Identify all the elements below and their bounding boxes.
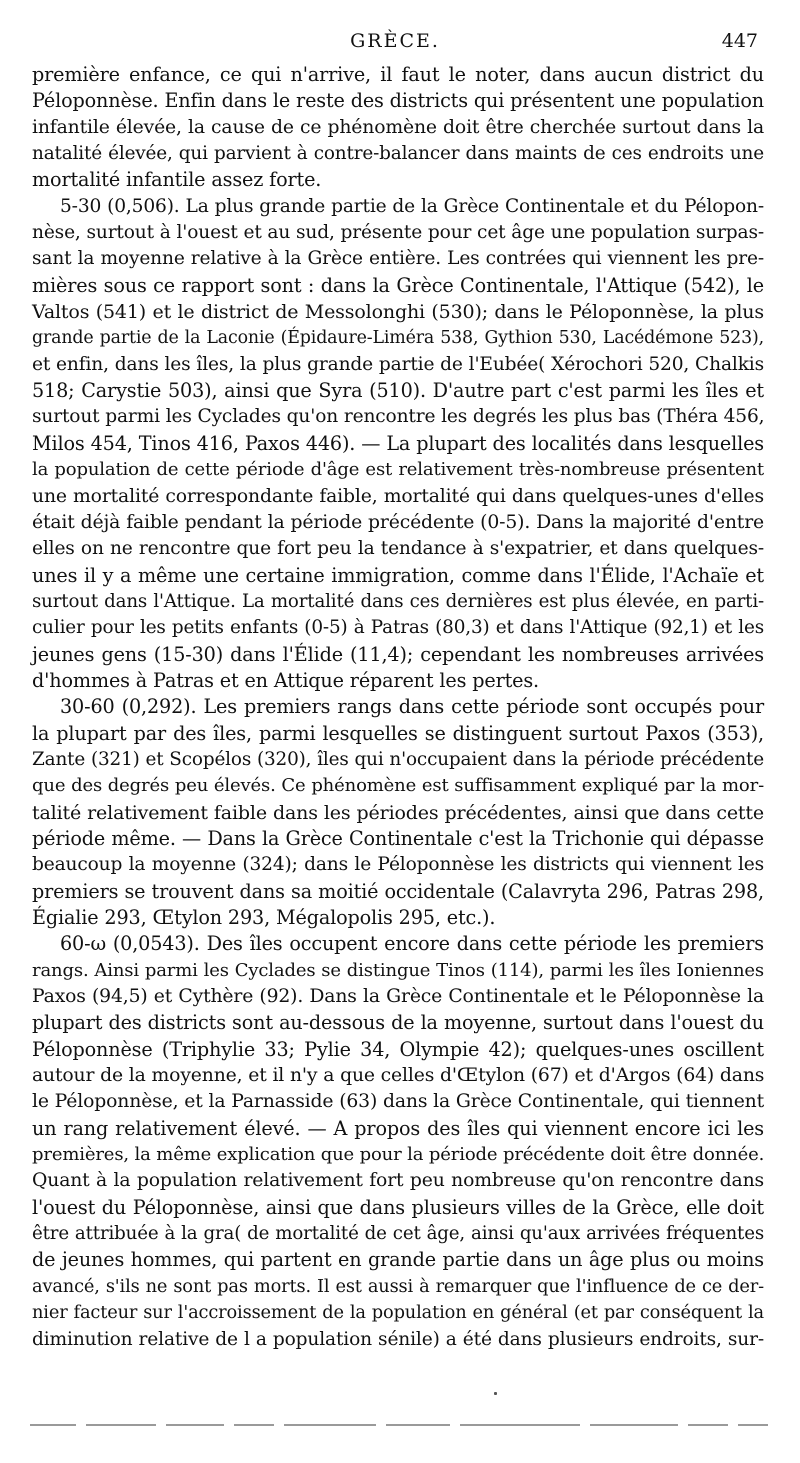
- text-line: Égialie 293, Œtylon 293, Mégalopolis 295, etc.).: [32, 906, 496, 929]
- text-line: première enfance, ce qui n'arrive, il faut le noter, dans aucun district du: [32, 63, 764, 86]
- text-line: nier facteur sur l'accroissement de la population en général (et par conséquent la: [32, 1302, 764, 1324]
- text-line: 518; Carystie 503), ainsi que Syra (510). D'autre part c'est parmi les îles et: [32, 379, 764, 403]
- text-line: Paxos (94,5) et Cythère (92). Dans la Grèce Continentale et le Péloponnèse la: [32, 986, 764, 1008]
- text-line: un rang relativement élevé. — A propos des îles qui viennent encore ici les: [32, 1116, 764, 1140]
- text-line: Valtos (541) et le district de Messolonghi (530); dans le Péloponnèse, la plus: [32, 301, 764, 324]
- text-line: infantile élevée, la cause de ce phénomène doit être cherchée surtout dans la: [32, 116, 764, 138]
- paragraph-start-line: 5-30 (0,506). La plus grande partie de la Grèce Continentale et du Pélopon-: [60, 195, 764, 217]
- text-line: natalité élevée, qui parvient à contre-balancer dans maints de ces endroits une: [32, 143, 764, 165]
- text-line: premières, la même explication que pour la période précédente doit être donnée.: [32, 1144, 765, 1166]
- text-line: autour de la moyenne, et il n'y a que celles d'Œtylon (67) et d'Argos (64) dans: [32, 1065, 765, 1087]
- text-line: talité relativement faible dans les périodes précédentes, ainsi que dans cette: [32, 801, 764, 824]
- text-line: d'hommes à Patras et en Attique réparent les pertes.: [32, 668, 540, 692]
- body-text: [32, 62, 764, 1353]
- text-line: unes il y a même une certaine immigration, comme dans l'Élide, l'Achaïe et: [32, 563, 764, 587]
- running-head: GRÈCE.: [350, 30, 440, 52]
- text-line: de jeunes hommes, qui partent en grande partie dans un âge plus ou moins: [32, 1248, 764, 1272]
- text-line: Zante (321) et Scopélos (320), îles qui n'occupaient dans la période précédente: [32, 748, 764, 770]
- text-line: Quant à la population relativement fort peu nombreuse qu'on rencontre dans: [32, 1170, 764, 1192]
- text-line: Milos 454, Tinos 416, Paxos 446). — La plupart des localités dans lesquelles: [32, 431, 764, 455]
- text-line: culier pour les petits enfants (0-5) à Patras (80,3) et dans l'Attique (92,1) et les: [32, 617, 764, 639]
- text-line: diminution relative de l a population sénile) a été dans plusieurs endroits, sur-: [32, 1328, 764, 1350]
- ink-speck: [494, 1392, 497, 1395]
- text-line: Péloponnèse (Triphylie 33; Pylie 34, Olympie 42); quelques-unes oscillent: [32, 1037, 764, 1061]
- text-line: l'ouest du Péloponnèse, ainsi que dans plusieurs villes de la Grèce, elle doit: [32, 1195, 764, 1219]
- text-line: plupart des districts sont au-dessous de la moyenne, surtout dans l'ouest du: [32, 1011, 764, 1035]
- text-line: rangs. Ainsi parmi les Cyclades se distingue Tinos (114), parmi les îles Ioniennes: [32, 959, 764, 981]
- page-header: [32, 30, 758, 58]
- text-line: surtout parmi les Cyclades qu'on rencontre les degrés les plus bas (Théra 456,: [32, 406, 765, 428]
- text-line: surtout dans l'Attique. La mortalité dans ces dernières est plus élevée, en parti-: [32, 590, 764, 612]
- text-line: mières sous ce rapport sont : dans la Grèce Continentale, l'Attique (542), le: [32, 273, 764, 297]
- text-line: mortalité infantile assez forte.: [32, 168, 322, 192]
- text-line: avancé, s'ils ne sont pas morts. Il est aussi à remarquer que l'influence de ce der-: [32, 1275, 764, 1297]
- text-line: que des degrés peu élevés. Ce phénomène est suffisamment expliqué par la mor-: [32, 775, 764, 797]
- text-line: beaucoup la moyenne (324); dans le Péloponnèse les districts qui viennent les: [32, 854, 764, 876]
- text-line: Péloponnèse. Enfin dans le reste des districts qui présentent une population: [32, 89, 764, 113]
- text-line: la population de cette période d'âge est relativement très-nombreuse présentent: [32, 459, 764, 481]
- paragraph-start-line: 30-60 (0,292). Les premiers rangs dans cette période sont occupés pour: [60, 695, 764, 719]
- text-line: être attribuée à la gra( de mortalité de cet âge, ainsi qu'aux arrivées fréquentes: [32, 1223, 764, 1245]
- paragraph-start-line: 60-ω (0,0543). Des îles occupent encore dans cette période les premiers: [60, 932, 764, 956]
- text-line: le Péloponnèse, et la Parnasside (63) dans la Grèce Continentale, qui tiennent: [32, 1091, 764, 1113]
- text-line: sant la moyenne relative à la Grèce entière. Les contrées qui viennent les pre-: [32, 248, 764, 270]
- text-line: était déjà faible pendant la période précédente (0-5). Dans la majorité d'entre: [32, 511, 764, 533]
- text-line: la plupart par des îles, parmi lesquelles se distinguent surtout Paxos (353),: [32, 721, 764, 745]
- text-line: grande partie de la Laconie (Épidaure-Liméra 538, Gythion 530, Lacédémone 523),: [32, 328, 764, 349]
- text-line: une mortalité correspondante faible, mortalité qui dans quelques-unes d'elles: [32, 485, 764, 507]
- text-line: jeunes gens (15-30) dans l'Élide (11,4); cependant les nombreuses arrivées: [32, 642, 764, 666]
- bleed-through-marks: [30, 1420, 770, 1430]
- text-line: premiers se trouvent dans sa moitié occidentale (Calavryta 296, Patras 298,: [32, 879, 764, 903]
- text-line: période même. — Dans la Grèce Continentale c'est la Trichonie qui dépasse: [32, 826, 764, 850]
- page-number: 447: [721, 30, 758, 52]
- text-line: elles on ne rencontre que fort peu la tendance à s'expatrier, et dans quelques-: [32, 538, 764, 560]
- text-line: et enfin, dans les îles, la plus grande partie de l'Eubée( Xérochori 520, Chalkis: [32, 353, 764, 375]
- text-line: nèse, surtout à l'ouest et au sud, présente pour cet âge une population surpas-: [32, 222, 764, 244]
